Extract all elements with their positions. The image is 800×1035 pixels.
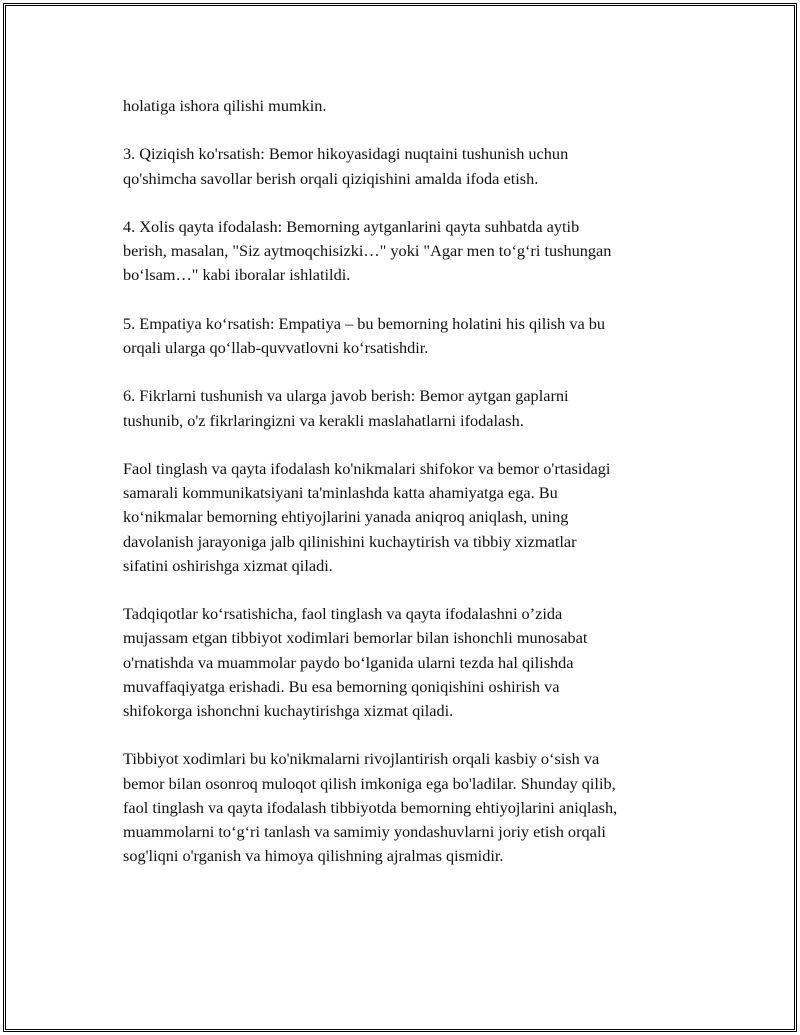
paragraph-line: muammolarni to‘g‘ri tanlash va samimiy yondashuvlarni joriy etish orqali — [123, 821, 606, 841]
paragraph-line: samarali kommunikatsiyani ta'minlashda katta ahamiyatga ega. Bu — [123, 483, 558, 503]
paragraph-line: qo'shimcha savollar berish orqali qiziqishini amalda ifoda etish. — [123, 168, 539, 188]
paragraph-line: muvaffaqiyatga erishadi. Bu esa bemorning qoniqishini oshirish va — [123, 676, 560, 696]
paragraph-line: sifatini oshirishga xizmat qiladi. — [123, 555, 333, 575]
paragraph — [123, 457, 693, 578]
paragraph-line: 5. Empatiya ko‘rsatish: Empatiya – bu bemorning holatini his qilish va bu — [123, 313, 606, 333]
paragraph-line: Tadqiqotlar ko‘rsatishicha, faol tinglash va qayta ifodalashni o’zida — [123, 604, 563, 624]
paragraph-line: shifokorga ishonchni kuchaytirishga xizmat qiladi. — [123, 700, 454, 720]
paragraph-line: 6. Fikrlarni tushunish va ularga javob berish: Bemor aytgan gaplarni — [123, 386, 569, 406]
paragraph-line: sog'liqni o'rganish va himoya qilishning ajralmas qismidir. — [123, 846, 504, 866]
paragraph-line: Tibbiyot xodimlari bu ko'nikmalarni rivojlantirish orqali kasbiy o‘sish va — [123, 749, 600, 769]
paragraph-line: davolanish jarayoniga jalb qilinishini kuchaytirish va tibbiy xizmatlar — [123, 531, 577, 551]
paragraph-line: 4. Xolis qayta ifodalash: Bemorning aytganlarini qayta suhbatda aytib — [123, 216, 580, 236]
paragraph-line: mujassam etgan tibbiyot xodimlari bemorlar bilan ishonchli munosabat — [123, 628, 588, 648]
paragraph-line: bemor bilan osonroq muloqot qilish imkoniga ega bo'ladilar. Shunday qilib, — [123, 773, 616, 793]
paragraph-line: berish, masalan, "Siz aytmoqchisizki…" yoki "Agar men to‘g‘ri tushungan — [123, 241, 612, 261]
paragraph-line: bo‘lsam…" kabi iboralar ishlatildi. — [123, 265, 351, 285]
paragraph-line: o'rnatishda va muammolar paydo bo‘lganida ularni tezda hal qilishda — [123, 652, 574, 672]
paragraph-line: Faol tinglash va qayta ifodalash ko'nikmalari shifokor va bemor o'rtasidagi — [123, 458, 611, 478]
paragraph-line: tushunib, o'z fikrlaringizni va kerakli maslahatlarni ifodalash. — [123, 410, 524, 430]
paragraph — [123, 142, 693, 190]
paragraph — [123, 384, 693, 432]
paragraph — [123, 602, 693, 723]
paragraph — [123, 312, 693, 360]
paragraph-line: holatiga ishora qilishi mumkin. — [123, 96, 327, 115]
paragraph — [123, 94, 693, 118]
paragraph-line: 3. Qiziqish ko'rsatish: Bemor hikoyasidagi nuqtaini tushunish uchun — [123, 144, 569, 164]
paragraph — [123, 747, 693, 868]
document-body — [123, 94, 693, 893]
paragraph-line: faol tinglash va qayta ifodalash tibbiyotda bemorning ehtiyojlarini aniqlash, — [123, 797, 618, 817]
paragraph-line: orqali ularga qo‘llab-quvvatlovni ko‘rsatishdir. — [123, 337, 429, 357]
paragraph — [123, 215, 693, 288]
page-border-frame — [3, 3, 797, 1032]
paragraph-line: ko‘nikmalar bemorning ehtiyojlarini yanada aniqroq aniqlash, uning — [123, 507, 569, 527]
